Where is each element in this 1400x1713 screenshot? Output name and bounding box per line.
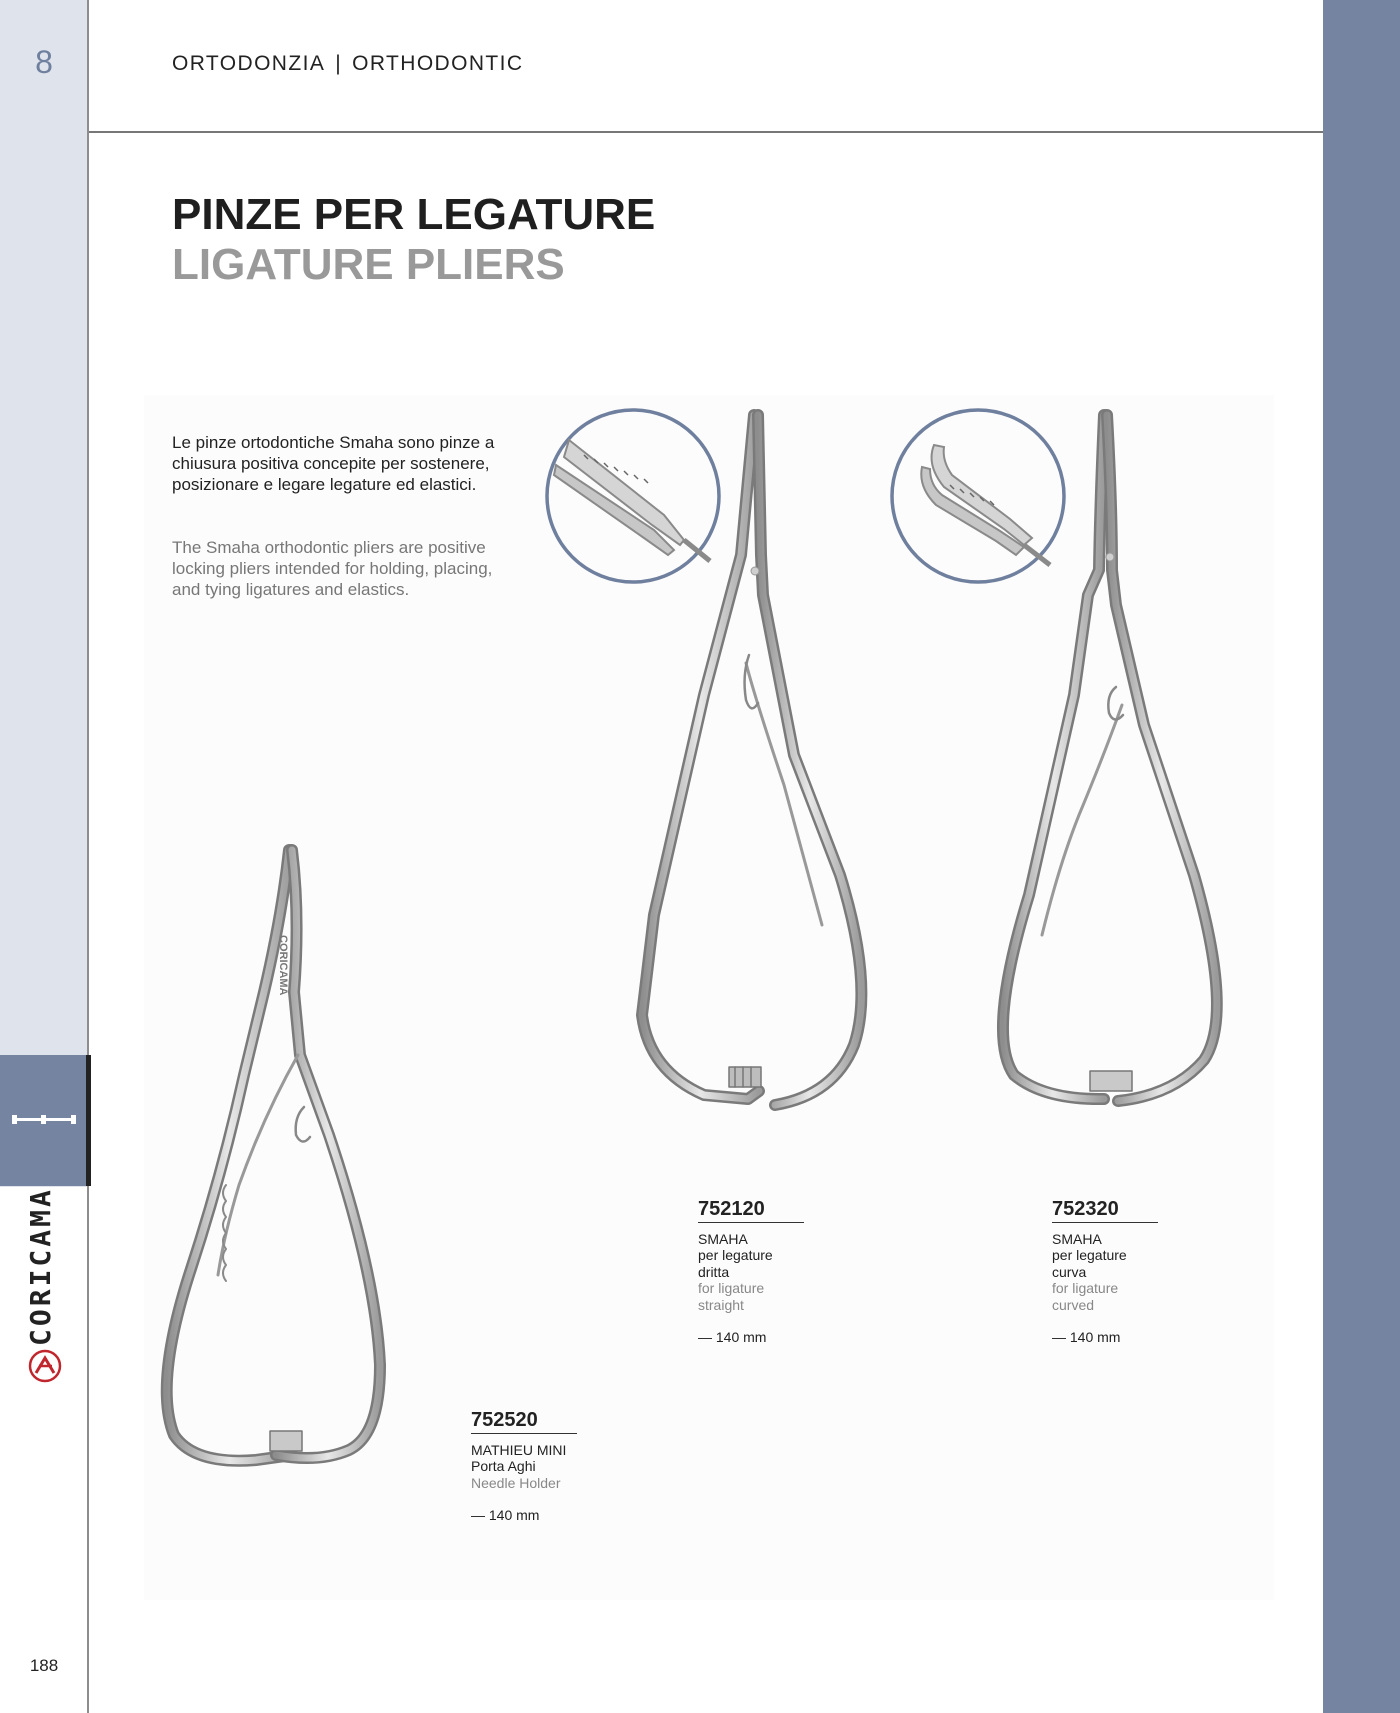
product-desc-it-variant: dritta: [698, 1263, 730, 1280]
product-desc-it: per legature: [1052, 1247, 1127, 1263]
section-header: [172, 52, 523, 76]
product-desc-it: Porta Aghi: [471, 1458, 536, 1474]
page-number: 188: [29, 1656, 59, 1675]
product-card-752120: [698, 1198, 804, 1346]
product-size: — 140 mm: [698, 1329, 767, 1345]
section-tab-marker: [86, 1055, 91, 1186]
product-desc-it-variant: curva: [1052, 1263, 1087, 1280]
header-category-en: ORTHODONTIC: [352, 52, 524, 75]
product-size: — 140 mm: [1052, 1329, 1121, 1345]
product-size: — 140 mm: [471, 1507, 540, 1523]
product-name: SMAHA: [698, 1230, 748, 1247]
rail-divider: [87, 0, 89, 1713]
page-subtitle: LIGATURE PLIERS: [172, 240, 565, 289]
intro-text-it: Le pinze ortodontiche Smaha sono pinze a chiusura positiva concepite per sostenere, posizionare e legare legature ed elastici.: [172, 433, 495, 494]
product-name: MATHIEU MINI: [471, 1441, 567, 1458]
product-code: 752320: [1052, 1201, 1158, 1223]
product-desc-en-variant: curved: [1052, 1296, 1095, 1313]
header-separator: |: [335, 52, 343, 75]
brand-logo-icon: [28, 1349, 62, 1383]
plier-752520-image: [167, 850, 380, 1461]
chapter-number: 8: [35, 44, 53, 80]
product-desc-en-variant: straight: [698, 1296, 744, 1313]
product-photo: [144, 395, 1274, 1600]
header-divider: [89, 131, 1323, 133]
tip-detail-curved: [892, 410, 1064, 582]
brand-name: CORICAMA: [24, 1187, 57, 1346]
product-desc-it: per legature: [698, 1247, 773, 1263]
tip-detail-straight: [547, 410, 719, 582]
ruler-icon: [12, 1114, 76, 1126]
product-desc-en: for ligature: [1052, 1280, 1119, 1296]
instrument-engraving: CORICAMA: [277, 935, 289, 996]
product-code: 752120: [698, 1201, 804, 1223]
header-category-it: ORTODONZIA: [172, 52, 326, 75]
product-name: SMAHA: [1052, 1230, 1102, 1247]
product-card-752320: [1052, 1198, 1158, 1346]
right-color-band: [1323, 0, 1400, 1713]
product-code: 752520: [471, 1412, 577, 1434]
product-desc-en: for ligature: [698, 1280, 765, 1296]
product-card-752520: [471, 1409, 577, 1524]
product-desc-en: Needle Holder: [471, 1474, 561, 1491]
intro-text-en: The Smaha orthodontic pliers are positive locking pliers intended for holding, placing, and tying ligatures and elastics.: [172, 538, 493, 599]
page-title: PINZE PER LEGATURE: [172, 190, 656, 239]
